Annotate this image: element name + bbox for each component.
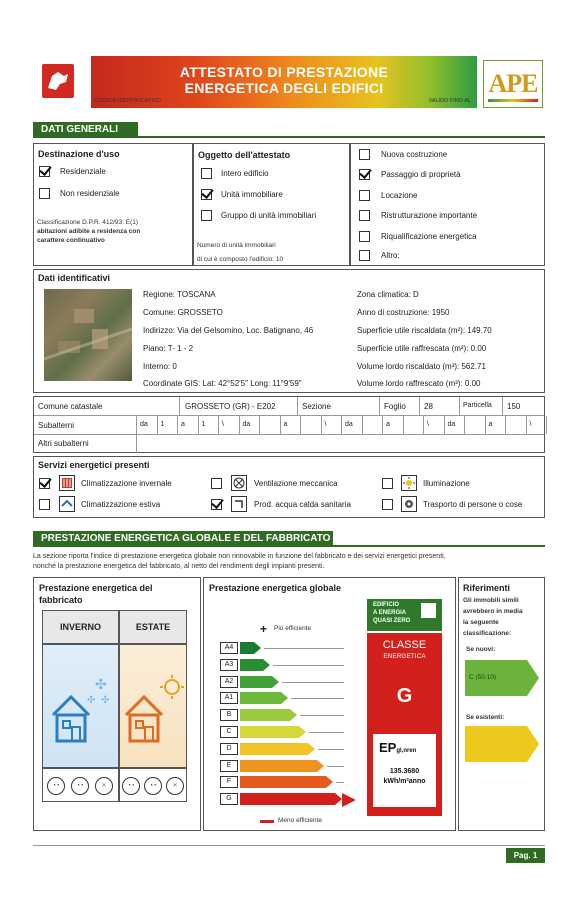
cell-divider xyxy=(526,416,527,434)
nuovi-class-arrow xyxy=(465,660,527,696)
class-bar-b xyxy=(240,709,290,721)
se-esistenti-label: Se esistenti: xyxy=(466,714,505,721)
fabbricato-title-line2: fabbricato xyxy=(39,595,83,605)
title-line-1: ATTESTATO DI PRESTAZIONE xyxy=(179,64,389,80)
subalterni-label: Subalterni xyxy=(38,421,75,430)
subalterno-cell: a xyxy=(283,421,288,428)
subalterno-cell: \ xyxy=(427,421,429,428)
class-tag-d: D xyxy=(220,743,238,755)
subalterno-cell: \ xyxy=(529,421,532,428)
fan-icon xyxy=(231,475,247,491)
catasto-row-subalterni xyxy=(34,416,544,435)
ep-box xyxy=(373,734,436,807)
motivazione-box xyxy=(350,143,545,266)
class-bar-d xyxy=(240,743,308,755)
cell-divider xyxy=(379,397,380,415)
ep-unit: kWh/m²anno xyxy=(383,778,426,785)
non-residenziale-label: Non residenziale xyxy=(60,189,120,198)
footer-rule xyxy=(33,845,545,846)
cell-divider xyxy=(464,416,465,434)
ape-logo-stripe xyxy=(488,99,538,102)
intero-edificio-label: Intero edificio xyxy=(221,169,269,178)
ep-value: 135.3680 xyxy=(389,768,420,775)
class-bar-e xyxy=(240,760,317,772)
cell-divider xyxy=(485,416,486,434)
svg-text:✣: ✣ xyxy=(87,695,96,706)
svg-text:✣: ✣ xyxy=(101,695,110,706)
class-guide-line xyxy=(336,782,344,783)
inverno-header: INVERNO xyxy=(42,610,119,644)
class-arrow-tip xyxy=(335,793,342,805)
esistenti-class-arrow xyxy=(465,726,527,762)
nuovi-arrow-tip xyxy=(527,660,539,696)
nuovi-class-value: C (50.10) xyxy=(469,674,497,681)
numero-unita-line2: di cui è composto l'edificio: 10 xyxy=(197,256,284,263)
cell-divider xyxy=(341,416,342,434)
locazione-checkbox[interactable] xyxy=(359,190,370,201)
subalterno-cell: a xyxy=(488,421,493,428)
valid-label: VALIDO FINO AL xyxy=(428,98,471,104)
riferimenti-text-line4: classificazione: xyxy=(463,630,512,637)
riqualificazione-label: Riqualificazione energetica xyxy=(381,232,477,241)
class-arrow-tip xyxy=(308,743,315,755)
residenziale-checkbox[interactable] xyxy=(39,166,50,177)
smiley-selected-icon: ✕ xyxy=(166,777,184,795)
subalterno-cell: \ xyxy=(324,421,327,428)
trasporto-label: Trasporto di persone o cose xyxy=(423,500,523,509)
class-bar-a3 xyxy=(240,659,263,671)
smiley-icon: ◔◔ xyxy=(71,777,89,795)
ep-letters: EP xyxy=(379,740,397,755)
locazione-label: Locazione xyxy=(381,191,418,200)
altro-checkbox[interactable] xyxy=(359,250,370,261)
class-arrow-tip xyxy=(254,642,261,654)
section-prestazione: PRESTAZIONE ENERGETICA GLOBALE E DEL FABBRICATO xyxy=(33,531,333,546)
class-bar-a1 xyxy=(240,692,281,704)
aerial-photo xyxy=(44,289,132,381)
foglio-value: 28 xyxy=(424,402,433,411)
clima-estiva-label: Climatizzazione estiva xyxy=(81,500,161,509)
nzeb-box xyxy=(367,599,442,631)
subalterno-cell: a xyxy=(181,421,185,428)
cell-divider xyxy=(382,416,383,434)
energetica-label: ENERGETICA xyxy=(383,653,426,660)
cell-divider xyxy=(362,416,363,434)
smiley-icon: ◔◔ xyxy=(122,777,140,795)
summer-house-icon xyxy=(120,645,188,769)
meno-efficiente-label: Meno efficiente xyxy=(278,817,322,824)
class-arrow-tip xyxy=(263,659,270,671)
cell-divider xyxy=(403,416,404,434)
light-icon xyxy=(401,475,417,491)
plus-icon: + xyxy=(260,622,268,636)
winter-house-icon xyxy=(43,645,120,769)
intro-line2: nonché la prestazione energetica del fabbricato, al netto del rendimenti degli impianti presenti. xyxy=(33,563,325,570)
catasto-row-comune xyxy=(34,397,544,416)
code-label: CODICE IDENTIFICATIVO xyxy=(95,98,161,104)
dati-identificativi-box xyxy=(33,269,545,393)
class-arrow-tip xyxy=(326,776,333,788)
altro-label: Altro: xyxy=(381,251,400,260)
ristrutturazione-label: Ristrutturazione importante xyxy=(381,211,478,220)
regione: Regione: TOSCANA xyxy=(143,290,216,299)
sezione-label: Sezione xyxy=(302,402,331,411)
estate-panel xyxy=(119,644,187,768)
subalterno-cell: a xyxy=(386,421,390,428)
page-number: Pag. 1 xyxy=(506,848,545,863)
indirizzo: Indirizzo: Via del Gelsomino, Loc. Batignano, 46 xyxy=(143,326,314,335)
air-conditioner-icon xyxy=(59,496,75,512)
subalterno-cell: 1 xyxy=(160,421,165,428)
cell-divider xyxy=(239,416,240,434)
cell-divider xyxy=(502,397,503,415)
clima-invernale-checkbox[interactable] xyxy=(39,478,50,489)
classe-label: CLASSE xyxy=(382,639,427,651)
cell-divider xyxy=(444,416,445,434)
ristrutturazione-checkbox[interactable] xyxy=(359,210,370,221)
riferimenti-text-line2: avrebbero in media xyxy=(463,608,523,615)
destinazione-title: Destinazione d'uso xyxy=(38,149,120,159)
svg-text:✣: ✣ xyxy=(95,676,107,692)
intero-edificio-checkbox[interactable] xyxy=(201,168,212,179)
class-bar-c xyxy=(240,726,299,738)
cell-divider xyxy=(459,397,460,415)
section-dati-generali: DATI GENERALI xyxy=(33,122,138,137)
gruppo-unita-label: Gruppo di unità immobiliari xyxy=(221,211,317,220)
nzeb-line2: A ENERGIA xyxy=(373,610,407,616)
superficie-riscaldata: Superficie utile riscaldata (m²): 149.70 xyxy=(357,326,492,335)
cell-divider xyxy=(177,416,178,434)
cell-divider xyxy=(198,416,199,434)
clima-estiva-checkbox[interactable] xyxy=(39,499,50,510)
unita-immobiliare-checkbox[interactable] xyxy=(201,189,212,200)
class-guide-line xyxy=(264,648,344,649)
illuminazione-label: Illuminazione xyxy=(423,479,470,488)
globale-box xyxy=(203,577,456,831)
class-guide-line xyxy=(282,682,344,683)
fabbricato-title-line1: Prestazione energetica del xyxy=(39,583,153,593)
riferimenti-text-line3: la seguente xyxy=(463,619,499,626)
coordinate-gis: Coordinate GIS: Lat: 42°52'5" Long: 11°9'59" xyxy=(143,379,302,388)
classe-value: G xyxy=(396,685,413,707)
class-guide-line xyxy=(327,766,344,767)
intro-line1: La sezione riporta l'indice di prestazione energetica globale non rinnovabile in funzione del fabbricato e dei servizi energetici presenti, xyxy=(33,553,446,560)
altri-subalterni-label: Altri subalterni xyxy=(38,439,89,448)
nzeb-line3: QUASI ZERO xyxy=(373,618,411,624)
subalterno-cell: da xyxy=(345,421,353,428)
inverno-rating xyxy=(42,768,119,802)
nzeb-line1: EDIFICIO xyxy=(373,602,400,608)
smiley-icon: ◔◔ xyxy=(47,777,65,795)
ep-subscript: gl,nren xyxy=(396,748,417,754)
nzeb-checkbox[interactable] xyxy=(421,603,436,618)
class-bar-a4 xyxy=(240,642,254,654)
class-bar-a2 xyxy=(240,676,272,688)
cell-divider xyxy=(136,435,137,453)
cell-divider xyxy=(423,416,424,434)
cell-divider xyxy=(321,416,322,434)
nuova-costruzione-label: Nuova costruzione xyxy=(381,150,448,159)
class-guide-line xyxy=(318,749,344,750)
estate-rating xyxy=(119,768,187,802)
class-arrow-tip xyxy=(281,692,288,704)
riferimenti-box xyxy=(458,577,545,831)
acqua-calda-checkbox[interactable] xyxy=(211,499,222,510)
cell-divider xyxy=(300,416,301,434)
class-arrow-tip xyxy=(290,709,297,721)
globale-title: Prestazione energetica globale xyxy=(209,583,342,593)
nuova-costruzione-checkbox[interactable] xyxy=(359,149,370,160)
ventilazione-label: Ventilazione meccanica xyxy=(254,479,338,488)
passaggio-proprieta-label: Passaggio di proprietà xyxy=(381,170,461,179)
servizi-box xyxy=(33,456,545,518)
foglio-label: Foglio xyxy=(384,402,406,411)
classe-box xyxy=(367,633,442,816)
class-tag-b: B xyxy=(220,709,238,721)
oggetto-title: Oggetto dell'attestato xyxy=(198,150,291,160)
cell-divider xyxy=(157,416,158,434)
cell-divider xyxy=(419,397,420,415)
subalterno-cell: da xyxy=(242,421,251,428)
ape-logo xyxy=(483,60,543,108)
smiley-icon: ◔◔ xyxy=(144,777,162,795)
code-row xyxy=(91,98,477,108)
class-tag-f: F xyxy=(220,776,238,788)
oggetto-box xyxy=(193,143,350,266)
cell-divider xyxy=(546,416,547,434)
riqualificazione-checkbox[interactable] xyxy=(359,231,370,242)
class-guide-line xyxy=(273,665,344,666)
class-guide-line xyxy=(309,732,344,733)
class-guide-line xyxy=(300,715,344,716)
class-arrow-tip xyxy=(317,760,324,772)
ape-logo-text: APE xyxy=(488,69,538,98)
cell-divider xyxy=(179,397,180,415)
subalterno-cell: da xyxy=(140,421,148,428)
section-rule xyxy=(33,545,545,547)
se-nuovi-label: Se nuovi: xyxy=(466,646,496,653)
region-logo xyxy=(40,62,76,100)
particella-label: Particella xyxy=(463,402,492,409)
comune-catastale-value: GROSSETO (GR) - E202 xyxy=(185,402,276,411)
class-guide-line xyxy=(291,698,344,699)
piano: Piano: T- 1 - 2 xyxy=(143,344,194,353)
piu-efficiente-label: Più efficiente xyxy=(274,625,312,632)
interno: Interno: 0 xyxy=(143,362,177,371)
class-tag-a1: A1 xyxy=(220,692,238,704)
zona-climatica: Zona climatica: D xyxy=(357,290,419,299)
inverno-panel xyxy=(42,644,119,768)
tap-icon xyxy=(231,496,247,512)
classificazione-line1: Classificazione D.P.R. 412/93: E(1) xyxy=(37,219,139,226)
numero-unita-line1: Numero di unità immobiliari xyxy=(197,242,276,249)
class-pointer xyxy=(342,793,356,807)
cell-divider xyxy=(136,416,137,434)
classificazione-line2: abitazioni adibite a residenza con xyxy=(37,228,141,235)
title-line-2: ENERGETICA DEGLI EDIFICI xyxy=(184,80,384,96)
cell-divider xyxy=(505,416,506,434)
dati-identificativi-title: Dati identificativi xyxy=(38,273,111,283)
classificazione-line3: carattere continuativo xyxy=(37,237,105,244)
ventilazione-checkbox[interactable] xyxy=(211,478,222,489)
smiley-selected-icon: ✕ xyxy=(95,777,113,795)
non-residenziale-checkbox[interactable] xyxy=(39,188,50,199)
class-bar-f xyxy=(240,776,326,788)
minus-icon xyxy=(260,820,274,823)
residenziale-label: Residenziale xyxy=(60,167,106,176)
volume-raffrescato: Volume lordo raffrescato (m³): 0.00 xyxy=(357,379,481,388)
volume-riscaldato: Volume lordo riscaldato (m³): 562.71 xyxy=(357,362,486,371)
gear-icon xyxy=(401,496,417,512)
subalterno-cell: \ xyxy=(222,421,224,428)
anno-costruzione: Anno di costruzione: 1950 xyxy=(357,308,450,317)
superficie-raffrescata: Superficie utile raffrescata (m²): 0.00 xyxy=(357,344,487,353)
clima-invernale-label: Climatizzazione invernale xyxy=(81,479,172,488)
ep-label xyxy=(379,740,416,755)
class-arrow-tip xyxy=(299,726,306,738)
subalterno-cell: 1 xyxy=(201,421,206,428)
destinazione-box xyxy=(33,143,193,266)
radiator-icon xyxy=(59,475,75,491)
trasporto-checkbox[interactable] xyxy=(382,499,393,510)
particella-value: 150 xyxy=(507,402,521,411)
comune-catastale-label: Comune catastale xyxy=(38,402,103,411)
gruppo-unita-checkbox[interactable] xyxy=(201,210,212,221)
unita-immobiliare-label: Unità immobiliare xyxy=(221,190,283,199)
riferimenti-text-line1: Gli immobili simili xyxy=(463,597,519,604)
class-bar-g xyxy=(240,793,335,805)
class-tag-e: E xyxy=(220,760,238,772)
subalterno-cell: da xyxy=(447,421,456,428)
esistenti-arrow-tip xyxy=(527,726,539,762)
riferimenti-title: Riferimenti xyxy=(463,583,511,593)
class-tag-a2: A2 xyxy=(220,676,238,688)
passaggio-proprieta-checkbox[interactable] xyxy=(359,169,370,180)
fabbricato-box xyxy=(33,577,201,831)
class-tag-a3: A3 xyxy=(220,659,238,671)
servizi-title: Servizi energetici presenti xyxy=(38,460,150,470)
cell-divider xyxy=(259,416,260,434)
cell-divider xyxy=(297,397,298,415)
section-rule xyxy=(33,136,545,138)
estate-header: ESTATE xyxy=(119,610,187,644)
catasto-table xyxy=(33,396,545,453)
comune: Comune: GROSSETO xyxy=(143,308,223,317)
class-tag-a4: A4 xyxy=(220,642,238,654)
illuminazione-checkbox[interactable] xyxy=(382,478,393,489)
cell-divider xyxy=(280,416,281,434)
cell-divider xyxy=(218,416,219,434)
class-tag-g: G xyxy=(220,793,238,805)
class-arrow-tip xyxy=(272,676,279,688)
acqua-calda-label: Prod. acqua calda sanitaria xyxy=(254,500,351,509)
catasto-row-altri xyxy=(34,435,544,453)
class-tag-c: C xyxy=(220,726,238,738)
